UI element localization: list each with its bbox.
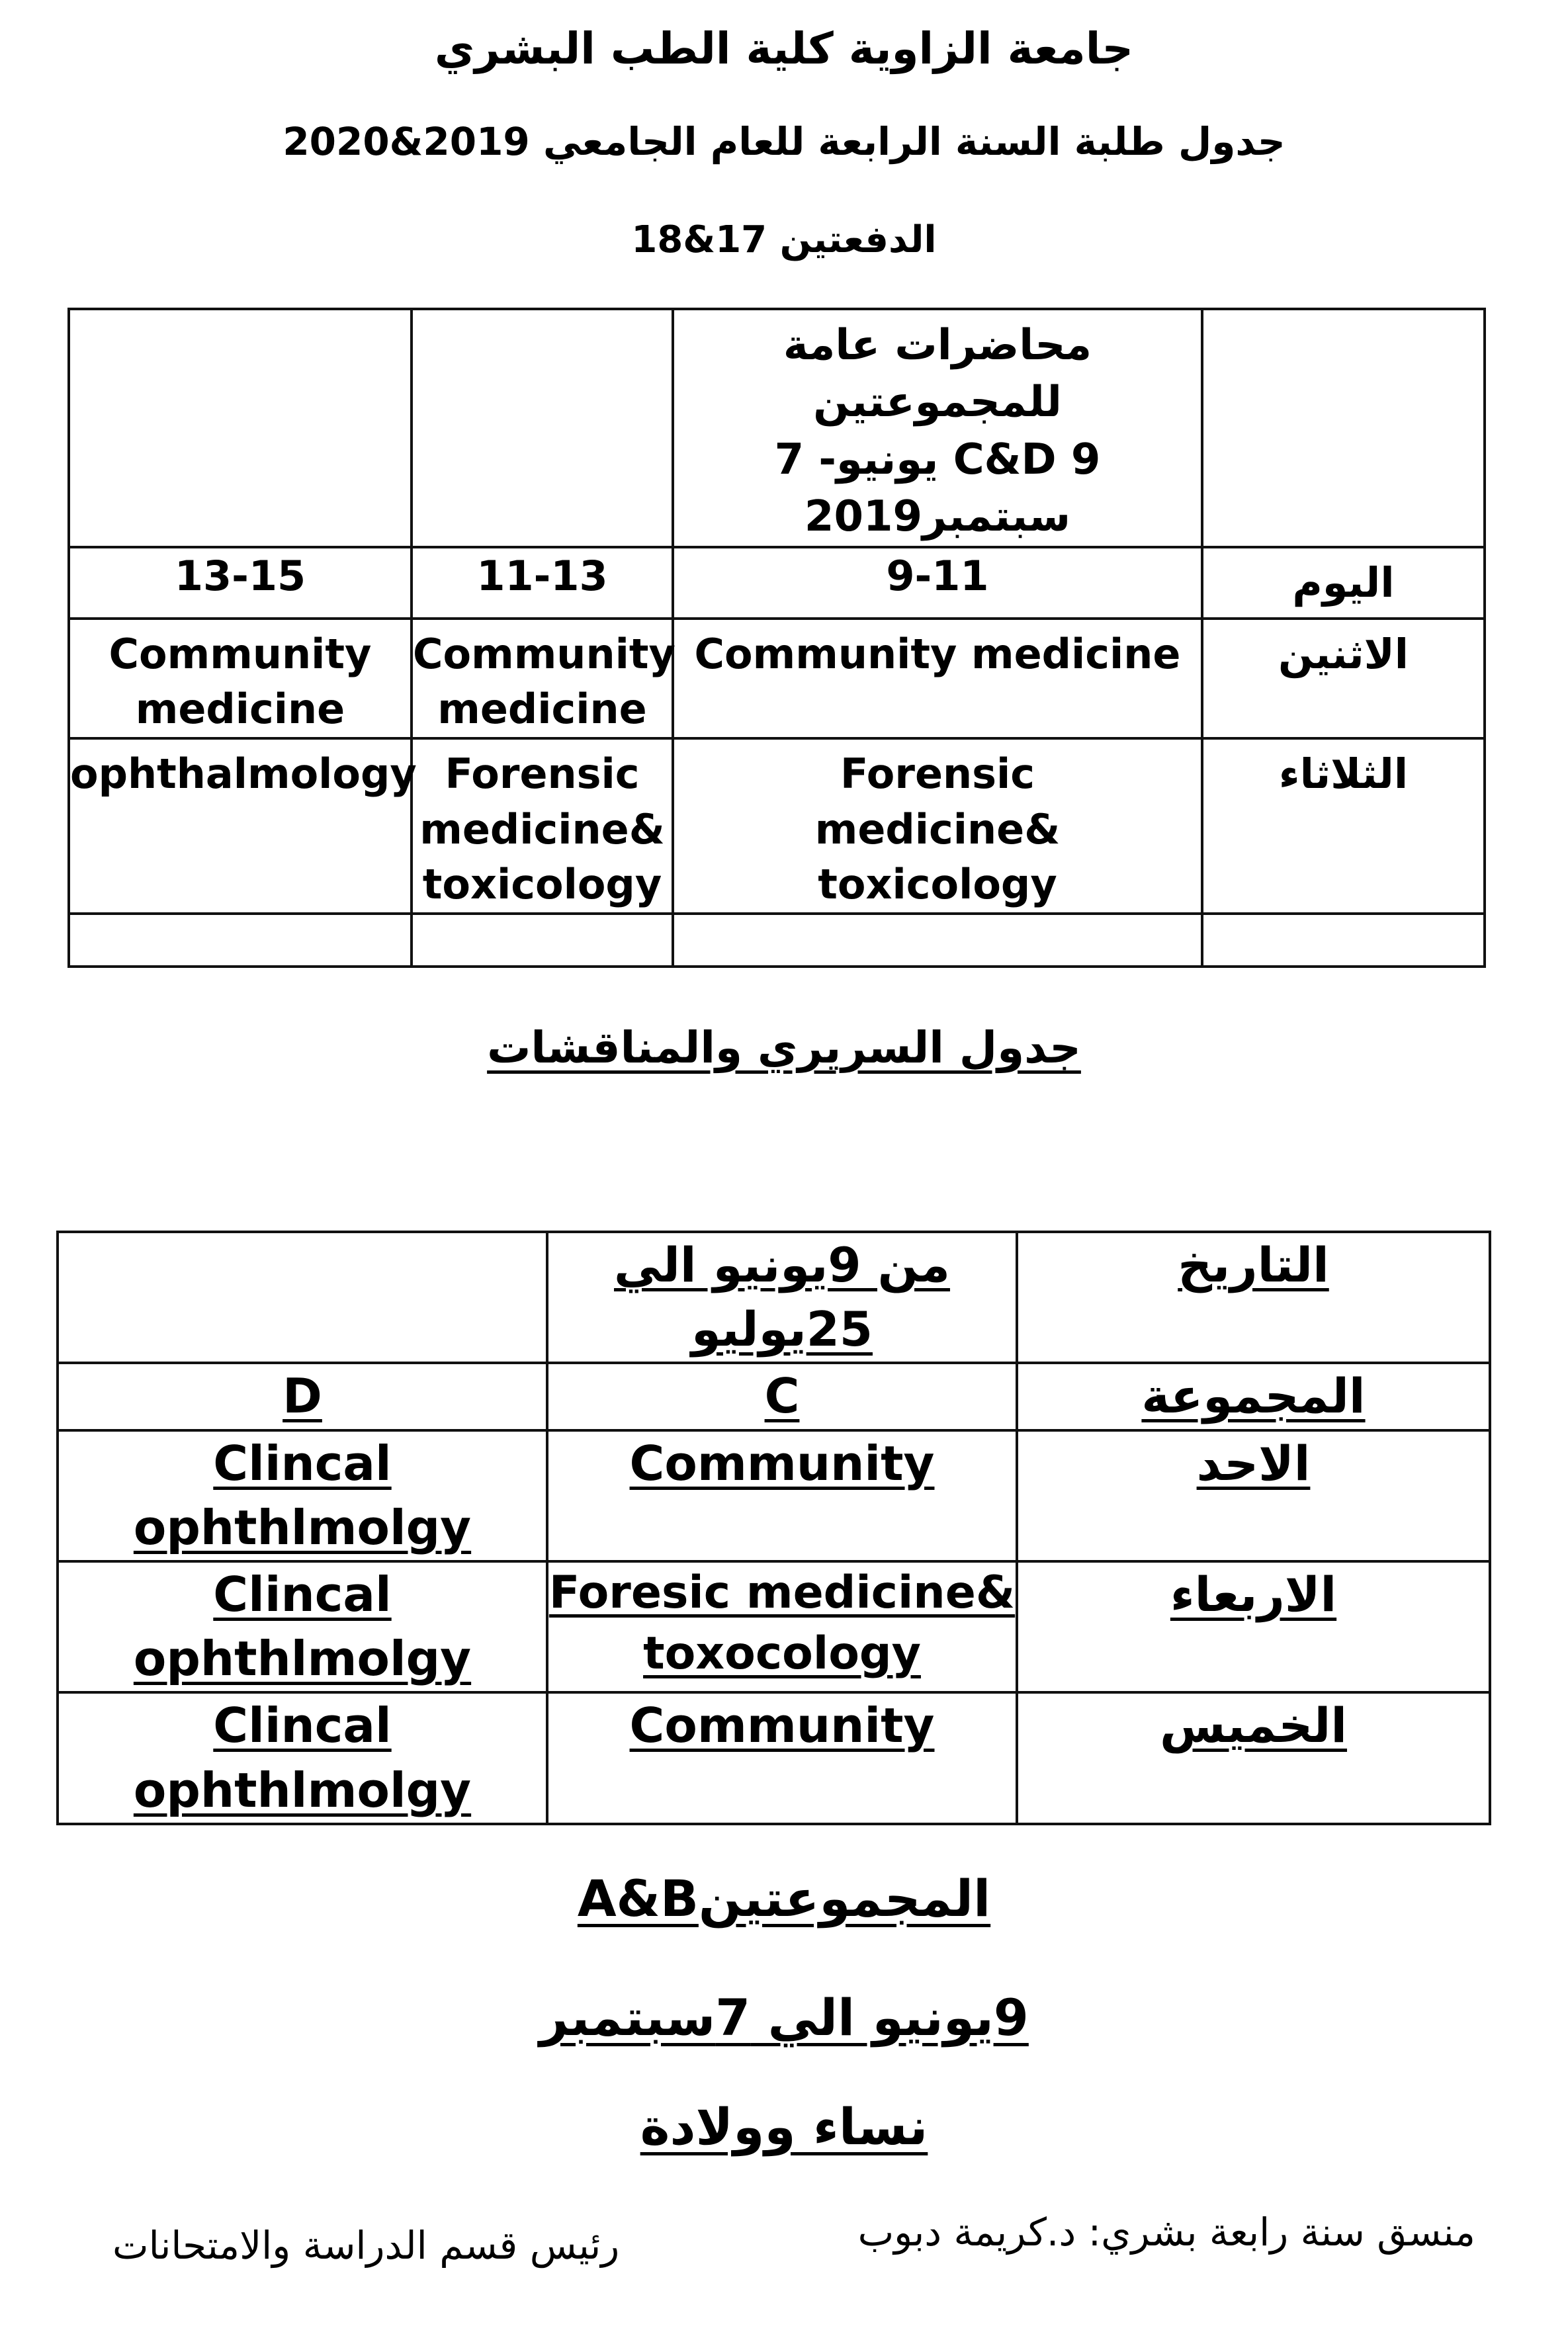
- empty-cell: [412, 914, 673, 967]
- time-slot-13-15: 13-15: [69, 547, 412, 619]
- group-label-cell: [1017, 1363, 1490, 1430]
- tuesday-13-15: ophthalmology: [69, 738, 412, 914]
- time-slot-9-11: 9-11: [673, 547, 1202, 619]
- clinical-title: [0, 1022, 1568, 1073]
- ab-subject-line: [0, 2097, 1568, 2156]
- blank-header-cell: [69, 309, 412, 547]
- d-line2: ophthlmolgy: [133, 1762, 472, 1818]
- day-text: الاحد: [1196, 1435, 1311, 1491]
- group-c: C: [764, 1368, 800, 1424]
- ab-dates-text: 9يونيو الي 7سبتمبر: [539, 1988, 1029, 2047]
- schedule-title: جدول طلبة السنة الرابعة للعام الجامعي 2019&2020: [283, 119, 1285, 164]
- day-header: اليوم: [1202, 547, 1485, 619]
- lectures-title-line: سبتمبر2019: [804, 492, 1071, 542]
- wednesday-c: [547, 1561, 1017, 1692]
- monday-13-15: Community medicine: [69, 619, 412, 738]
- d-line1: Clincal: [213, 1698, 392, 1754]
- clinical-title-text: جدول السريري والمناقشات: [487, 1022, 1081, 1073]
- empty-cell: [673, 914, 1202, 967]
- head-of-dept-line: رئيس قسم الدراسة والامتحانات: [112, 2223, 620, 2268]
- group-d: D: [283, 1368, 322, 1424]
- group-label: المجموعة: [1141, 1368, 1366, 1424]
- c-line1: Foresic medicine&: [548, 1566, 1016, 1619]
- day-text: الخميس: [1159, 1698, 1348, 1754]
- batches-title: الدفعتين 17&18: [631, 218, 937, 261]
- date-label-cell: [1017, 1232, 1490, 1363]
- lectures-title-line: C&D 9 يونيو- 7: [774, 435, 1101, 484]
- c-text: Community: [629, 1698, 935, 1754]
- empty-cell: [1202, 914, 1485, 967]
- lectures-table: [67, 308, 1486, 968]
- day-thursday: [1017, 1692, 1490, 1823]
- blank-header-cell: [412, 309, 673, 547]
- monday-11-13: Community medicine: [412, 619, 673, 738]
- d-line1: Clincal: [213, 1435, 392, 1491]
- lectures-title-line: محاضرات عامة للمجموعتين: [783, 321, 1092, 427]
- empty-cell: [69, 914, 412, 967]
- coordinator-signature-line: منسق سنة رابعة بشري: د.كريمة دبوب: [857, 2210, 1475, 2255]
- blank-header-cell: [1202, 309, 1485, 547]
- blank-cell: [58, 1232, 547, 1363]
- monday-9-11: Community medicine: [673, 619, 1202, 738]
- clinical-table: [56, 1231, 1491, 1825]
- tuesday-11-13: Forensic medicine& toxicology: [412, 738, 673, 914]
- c-text: Community: [629, 1435, 935, 1491]
- day-text: الاربعاء: [1170, 1566, 1337, 1622]
- date-label: التاريخ: [1178, 1237, 1329, 1293]
- day-sunday: [1017, 1430, 1490, 1561]
- day-wednesday: [1017, 1561, 1490, 1692]
- tuesday-9-11: Forensic medicine& toxicology: [673, 738, 1202, 914]
- day-tuesday: الثلاثاء: [1202, 738, 1485, 914]
- thursday-c: [547, 1692, 1017, 1823]
- ab-groups-line: [0, 1869, 1568, 1928]
- d-line1: Clincal: [213, 1566, 392, 1622]
- group-d-cell: [58, 1363, 547, 1430]
- time-slot-11-13: 11-13: [412, 547, 673, 619]
- university-title: جامعة الزاوية كلية الطب البشري: [434, 23, 1134, 74]
- c-line2: toxocology: [643, 1627, 921, 1680]
- date-range-cell: [547, 1232, 1017, 1363]
- sunday-c: [547, 1430, 1017, 1561]
- d-line2: ophthlmolgy: [133, 1631, 472, 1687]
- group-c-cell: [547, 1363, 1017, 1430]
- ab-subject-text: نساء وولادة: [640, 2097, 928, 2156]
- sunday-d: [58, 1430, 547, 1561]
- d-line2: ophthlmolgy: [133, 1499, 472, 1555]
- ab-groups-text: المجموعتينA&B: [577, 1869, 991, 1928]
- thursday-d: [58, 1692, 547, 1823]
- lectures-title-cell: [673, 309, 1202, 547]
- wednesday-d: [58, 1561, 547, 1692]
- day-monday: الاثنين: [1202, 619, 1485, 738]
- date-range: من 9يونيو الي 25يوليو: [614, 1237, 950, 1358]
- ab-dates-line: [0, 1988, 1568, 2047]
